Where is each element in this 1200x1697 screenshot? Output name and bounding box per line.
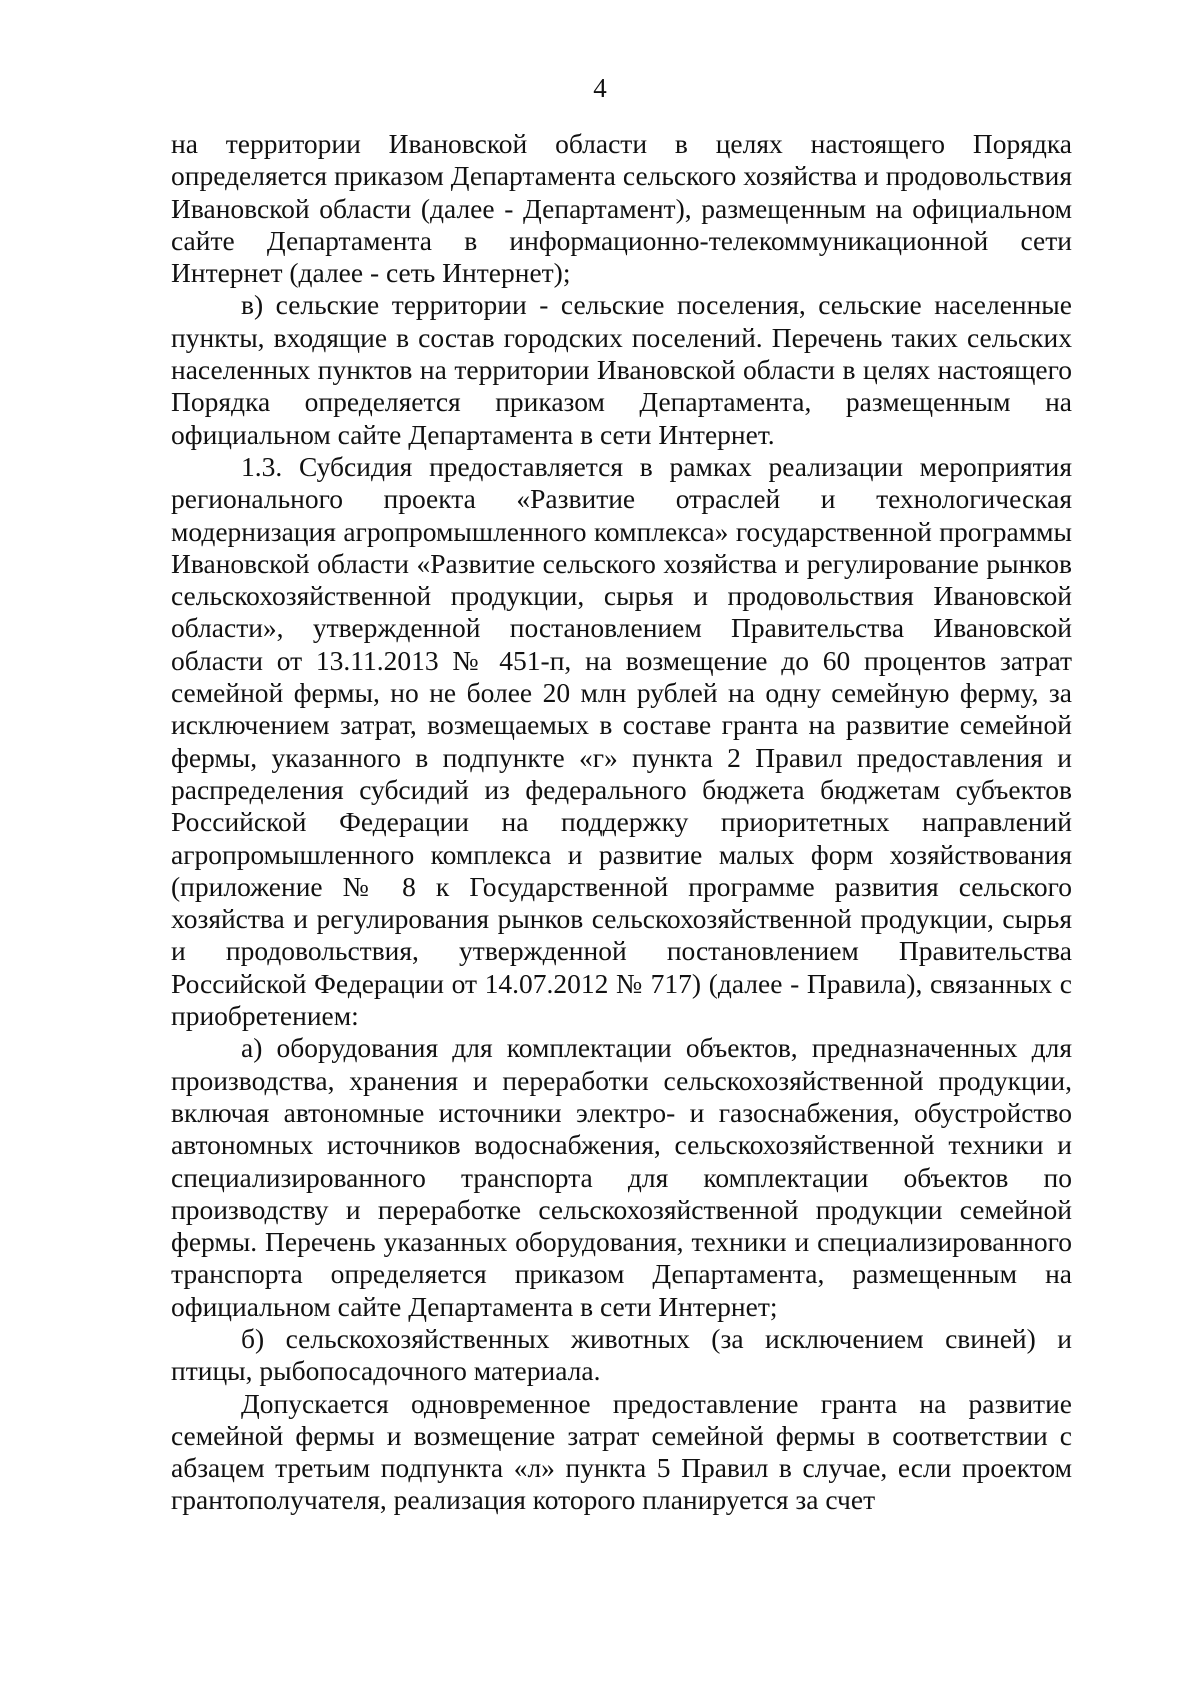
document-body	[171, 128, 1072, 1517]
paragraph-item-a-equipment: а) оборудования для комплектации объектов, предназначенных для производства, хранения и переработки сельскохозяйственной продукции, включая автономные источники электро- и газоснабжения, обустройство автономных источников водоснабжения, сельскохозяйственной техники и специализированного транспорта для комплектации объектов по производству и переработке сельскохозяйственной продукции семейной фермы. Перечень указанных оборудования, техники и специализированного транспорта определяется приказом Департамента, размещенным на официальном сайте Департамента в сети Интернет;	[171, 1032, 1072, 1322]
page-number: 4	[593, 73, 607, 103]
paragraph-subsidy-1-3: 1.3. Субсидия предоставляется в рамках реализации мероприятия регионального проекта «Развитие отраслей и технологическая модернизация агропромышленного комплекса» государственной программы Ивановской области «Развитие сельского хозяйства и регулирование рынков сельскохозяйственной продукции, сырья и продовольствия Ивановской области», утвержденной постановлением Правительства Ивановской области от 13.11.2013 № 451-п, на возмещение до 60 процентов затрат семейной фермы, но не более 20 млн рублей на одну семейную ферму, за исключением затрат, возмещаемых в составе гранта на развитие семейной фермы, указанного в подпункте «г» пункта 2 Правил предоставления и распределения субсидий из федерального бюджета бюджетам субъектов Российской Федерации на поддержку приоритетных направлений агропромышленного комплекса и развитие малых форм хозяйствования (приложение № 8 к Государственной программе развития сельского хозяйства и регулирования рынков сельскохозяйственной продукции, сырья и продовольствия, утвержденной постановлением Правительства Российской Федерации от 14.07.2012 № 717) (далее - Правила), связанных с приобретением:	[171, 450, 1072, 1032]
paragraph-territory-definition: на территории Ивановской области в целях настоящего Порядка определяется приказом Департамента сельского хозяйства и продовольствия Ивановской области (далее - Департамент), размещенным на официальном сайте Департамента в информационно-телекоммуникационной сети Интернет (далее - сеть Интернет);	[171, 128, 1072, 289]
paragraph-rural-territories: в) сельские территории - сельские поселения, сельские населенные пункты, входящие в состав городских поселений. Перечень таких сельских населенных пунктов на территории Ивановской области в целях настоящего Порядка определяется приказом Департамента, размещенным на официальном сайте Департамента в сети Интернет.	[171, 289, 1072, 450]
paragraph-grant-combination: Допускается одновременное предоставление гранта на развитие семейной фермы и возмещение затрат семейной фермы в соответствии с абзацем третьим подпункта «л» пункта 5 Правил в случае, если проектом грантополучателя, реализация которого планируется за счет	[171, 1387, 1072, 1516]
paragraph-item-b-animals: б) сельскохозяйственных животных (за исключением свиней) и птицы, рыбопосадочного материала.	[171, 1322, 1072, 1387]
